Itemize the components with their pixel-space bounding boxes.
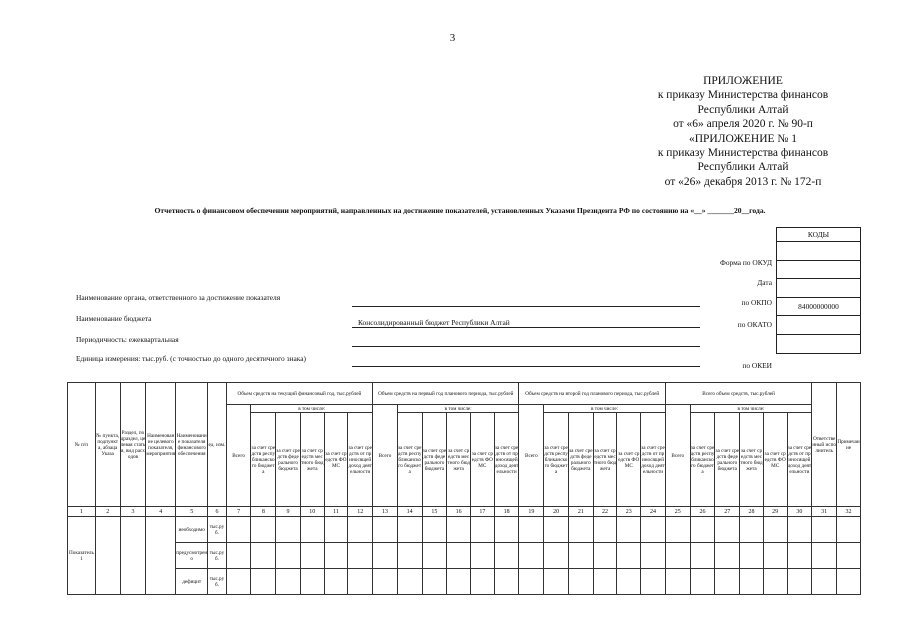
sub-header-mb: за счет средств местного бюджета <box>447 413 471 507</box>
header-ukaz: № пункта, подпункта, абзаца Указа <box>95 383 120 507</box>
appendix-line: к приказу Министерства финансов <box>657 89 829 102</box>
okpo-code <box>777 279 861 298</box>
sub-header-rb: за счет средств республиканского бюджета <box>690 413 715 507</box>
column-number: 18 <box>494 507 519 517</box>
column-number: 17 <box>470 507 494 517</box>
sub-header-fb: за счет средств федерального бюджета <box>422 413 447 507</box>
sub-header-fb: за счет средств федерального бюджета <box>568 413 593 507</box>
header-v-tom-chisle: в том числе: <box>690 405 812 413</box>
group-header-total: Всего объем средств, тыс.рублей <box>665 383 811 405</box>
sub-header-fb: за счет средств федерального бюджета <box>276 413 301 507</box>
appendix-line: Республики Алтай <box>697 161 789 174</box>
appendix-line: «ПРИЛОЖЕНИЕ № 1 <box>688 132 797 145</box>
sub-header-foms: за счет средств ФОМС <box>470 413 494 507</box>
sub-header-rb: за счет средств республиканского бюджета <box>544 413 569 507</box>
finance-table <box>67 382 861 595</box>
sub-row-name: дефицит <box>176 569 208 595</box>
appendix-block <box>623 74 863 189</box>
column-number: 7 <box>226 507 251 517</box>
sub-row-name: необходимо <box>176 517 208 543</box>
date-label: Дата <box>757 278 772 287</box>
header-razdel: Раздел, подраздел, целевая статья, вид расходов <box>120 383 146 507</box>
column-number: 19 <box>519 507 544 517</box>
column-number: 21 <box>568 507 593 517</box>
empty-code <box>777 316 861 335</box>
appendix-line: Республики Алтай <box>697 103 789 116</box>
table-row <box>68 569 861 595</box>
column-number: 23 <box>617 507 641 517</box>
header-num: № п/п <box>68 383 96 507</box>
column-number: 8 <box>251 507 276 517</box>
codes-table <box>776 227 861 354</box>
organ-line <box>352 306 700 307</box>
periodicity: Периодичность: ежеквартальная <box>76 335 179 344</box>
column-number: 14 <box>397 507 422 517</box>
column-number: 15 <box>422 507 447 517</box>
appendix-line: ПРИЛОЖЕНИЕ <box>703 75 783 87</box>
organ-label: Наименование органа, ответственного за достижение показателя <box>76 293 281 302</box>
okpo-label: по ОКПО <box>741 298 772 307</box>
column-number: 12 <box>348 507 373 517</box>
header-v-tom-chisle: в том числе: <box>397 405 519 413</box>
okei-label: по ОКЕИ <box>742 361 772 370</box>
column-number: 24 <box>641 507 666 517</box>
budget-value: Консолидированный бюджет Республики Алтай <box>358 318 510 327</box>
okato-label: по ОКАТО <box>737 320 772 329</box>
column-number: 5 <box>176 507 208 517</box>
column-number: 27 <box>715 507 740 517</box>
header-vsego: Всего <box>519 405 544 507</box>
unit-label: Единица измерения: тыс.руб. (с точностью до одного десятичного знака) <box>76 354 306 363</box>
budget-line <box>352 327 700 328</box>
column-number: 29 <box>763 507 787 517</box>
sub-header-income: за счет средств от приносящей доход деятельности <box>348 413 373 507</box>
sub-header-fb: за счет средств федерального бюджета <box>715 413 740 507</box>
budget-label: Наименование бюджета <box>76 314 152 323</box>
column-number: 28 <box>740 507 764 517</box>
appendix-line: от «6» апреля 2020 г. № 90-п <box>673 118 813 131</box>
column-number: 16 <box>447 507 471 517</box>
row-indicator-label: Показатель 1 <box>68 517 96 595</box>
header-v-tom-chisle: в том числе: <box>544 405 666 413</box>
group-header-current-year: Объем средств на текущий финансовый год, тыс.рублей <box>226 383 372 405</box>
column-number: 26 <box>690 507 715 517</box>
table-cell <box>120 517 146 595</box>
page-number: 3 <box>449 32 456 44</box>
sub-row-unit: тыс.руб. <box>208 517 227 543</box>
sub-row-unit: тыс.руб. <box>208 543 227 569</box>
column-number: 9 <box>276 507 301 517</box>
sub-header-foms: за счет средств ФОМС <box>324 413 348 507</box>
header-vsego: Всего <box>665 405 690 507</box>
group-header-first-plan-year: Объем средств на первый год планового периода, тыс.рублей <box>373 383 519 405</box>
column-number: 6 <box>208 507 227 517</box>
column-number: 22 <box>593 507 617 517</box>
column-number: 1 <box>68 507 96 517</box>
okud-code <box>777 242 861 261</box>
header-unit: ед. изм. <box>208 383 227 507</box>
column-number: 11 <box>324 507 348 517</box>
sub-header-mb: за счет средств местного бюджета <box>740 413 764 507</box>
sub-header-income: за счет средств от приносящей доход деятельности <box>494 413 519 507</box>
column-number: 20 <box>544 507 569 517</box>
sub-header-rb: за счет средств республиканского бюджета <box>397 413 422 507</box>
header-vsego: Всего <box>226 405 251 507</box>
sub-header-income: за счет средств от приносящей доход деятельности <box>787 413 812 507</box>
column-number: 31 <box>812 507 837 517</box>
table-cell <box>146 517 176 595</box>
okato-code: 84000000000 <box>777 297 861 316</box>
column-number: 32 <box>837 507 861 517</box>
header-finance-name: Наименование показателя финансового обеспечения <box>176 383 208 507</box>
header-indicator: Наименование целевого показателя, мероприятия <box>146 383 176 507</box>
column-number-row <box>68 507 861 517</box>
header-responsible: Ответственный исполнитель <box>812 383 837 507</box>
sub-row-unit: тыс.руб. <box>208 569 227 595</box>
group-header-second-plan-year: Объем средств на второй год планового периода, тыс.рублей <box>519 383 665 405</box>
okud-label: Форма по ОКУД <box>719 258 772 267</box>
sub-header-income: за счет средств от приносящей доход деятельности <box>641 413 666 507</box>
table-cell <box>95 517 120 595</box>
header-note: Примечание <box>837 383 861 507</box>
date-code <box>777 260 861 279</box>
column-number: 30 <box>787 507 812 517</box>
sub-header-mb: за счет средств местного бюджета <box>593 413 617 507</box>
column-number: 2 <box>95 507 120 517</box>
column-number: 13 <box>373 507 398 517</box>
unit-line <box>352 366 700 367</box>
header-vsego: Всего <box>373 405 398 507</box>
sub-header-mb: за счет средств местного бюджета <box>300 413 324 507</box>
column-number: 10 <box>300 507 324 517</box>
sub-header-foms: за счет средств ФОМС <box>617 413 641 507</box>
sub-header-foms: за счет средств ФОМС <box>763 413 787 507</box>
sub-header-rb: за счет средств республиканского бюджета <box>251 413 276 507</box>
periodicity-line <box>352 346 700 347</box>
okei-code <box>777 334 861 353</box>
table-row <box>68 517 861 543</box>
column-number: 25 <box>665 507 690 517</box>
sub-row-name: предусмотрено <box>176 543 208 569</box>
column-number: 3 <box>120 507 146 517</box>
table-row <box>68 543 861 569</box>
appendix-line: от «26» декабря 2013 г. № 172-п <box>664 175 822 188</box>
column-number: 4 <box>146 507 176 517</box>
appendix-line: к приказу Министерства финансов <box>657 147 829 160</box>
header-v-tom-chisle: в том числе: <box>251 405 373 413</box>
report-title: Отчетность о финансовом обеспечении мероприятий, направленных на достижение показателей, установленных Указами Президента РФ по состоянию на «__» _______20__года. <box>154 206 766 215</box>
codes-header: КОДЫ <box>777 228 861 242</box>
